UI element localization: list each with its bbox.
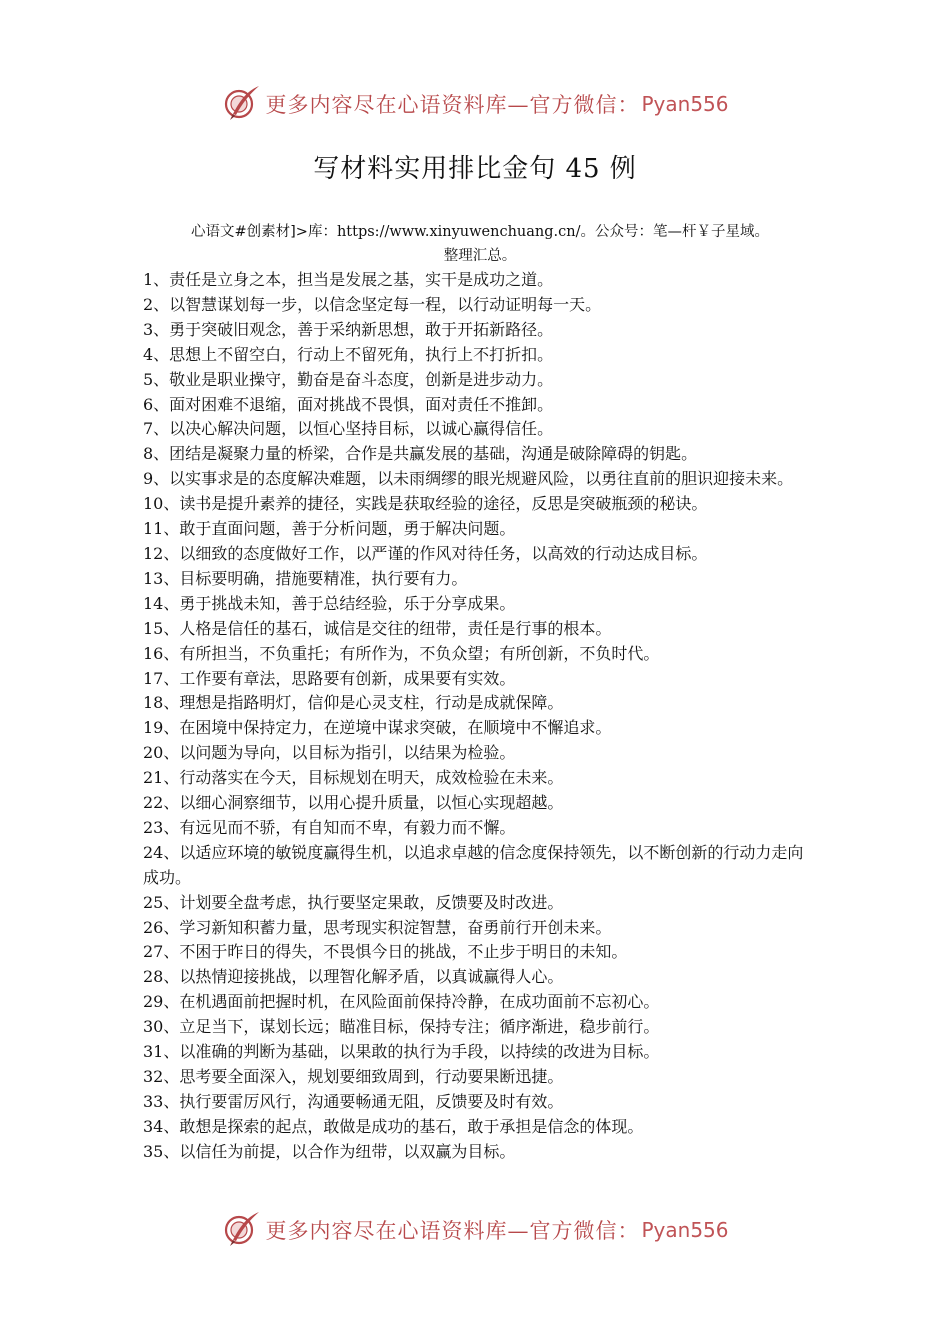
list-item: 31、以准确的判断为基础，以果敢的执行为手段，以持续的改进为目标。 [143, 1042, 660, 1062]
list-item: 20、以问题为导向，以目标为指引，以结果为检验。 [143, 743, 516, 763]
list-item: 11、敢于直面问题，善于分析问题，勇于解决问题。 [143, 519, 516, 539]
quill-pen-logo-icon [221, 84, 261, 124]
list-item: 16、有所担当，不负重托；有所作为，不负众望；有所创新，不负时代。 [143, 643, 660, 663]
list-item: 4、思想上不留空白，行动上不留死角，执行上不打折扣。 [143, 344, 554, 364]
list-item: 32、思考要全面深入，规划要细致周到，行动要果断迅捷。 [143, 1067, 564, 1086]
source-prefix: 心语文#创素材]>库： [191, 224, 337, 240]
banner-text: 更多内容尽在心语资料库—官方微信： [265, 93, 640, 117]
list-item: 28、以热情迎接挑战，以理智化解矛盾，以真诚赢得人心。 [143, 967, 564, 987]
list-item: 34、敢想是探索的起点，敢做是成功的基石，敢于承担是信念的体现。 [143, 1116, 644, 1136]
list-item: 3、勇于突破旧观念，善于采纳新思想，敢于开拓新路径。 [143, 319, 554, 339]
source-line2: 整理汇总。 [443, 248, 517, 264]
list-item: 14、勇于挑战未知，善于总结经验，乐于分享成果。 [143, 593, 516, 613]
list-item: 33、执行要雷厉风行，沟通要畅通无阻，反馈要及时有效。 [143, 1091, 564, 1111]
banner-wechat-id: Pyan556 [641, 1218, 729, 1242]
list-item: 8、团结是凝聚力量的桥梁，合作是共赢发展的基础，沟通是破除障碍的钥匙。 [143, 444, 698, 464]
list-item: 1、责任是立身之本，担当是发展之基，实干是成功之道。 [143, 270, 554, 289]
document-title: 写材料实用排比金句 45 例 [313, 154, 637, 184]
quill-pen-logo-icon [221, 1210, 261, 1250]
source-suffix: 。公众号：笔—杆￥子星域。 [580, 224, 769, 240]
list-item: 12、以细致的态度做好工作，以严谨的作风对待任务，以高效的行动达成目标。 [143, 543, 708, 563]
list-item: 27、不困于昨日的得失，不畏惧今日的挑战，不止步于明日的未知。 [143, 942, 628, 962]
list-item: 24、以适应环境的敏锐度赢得生机，以追求卓越的信念度保持领先，以不断创新的行动力走向成功。 [143, 842, 804, 887]
footer-banner [0, 1208, 950, 1252]
list-item: 15、人格是信任的基石，诚信是交往的纽带，责任是行事的根本。 [143, 618, 612, 638]
header-banner [0, 82, 950, 126]
list-item: 29、在机遇面前把握时机，在风险面前保持冷静，在成功面前不忘初心。 [143, 992, 660, 1012]
list-item: 6、面对困难不退缩，面对挑战不畏惧，面对责任不推卸。 [143, 394, 554, 414]
banner-text: 更多内容尽在心语资料库—官方微信： [265, 1219, 640, 1243]
list-item: 9、以实事求是的态度解决难题，以未雨绸缪的眼光规避风险，以勇往直前的胆识迎接未来。 [143, 469, 794, 489]
source-note [130, 220, 830, 268]
list-item: 17、工作要有章法，思路要有创新，成果要有实效。 [143, 668, 516, 688]
list-item: 22、以细心洞察细节，以用心提升质量，以恒心实现超越。 [143, 793, 564, 813]
sentence-list [143, 268, 809, 1165]
source-url[interactable]: https://www.xinyuwenchuang.cn/ [336, 224, 581, 240]
list-item: 13、目标要明确，措施要精准，执行要有力。 [143, 568, 468, 588]
list-item: 30、立足当下，谋划长远；瞄准目标，保持专注；循序渐进，稳步前行。 [143, 1017, 660, 1037]
list-item: 10、读书是提升素养的捷径，实践是获取经验的途径，反思是突破瓶颈的秘诀。 [143, 494, 708, 514]
list-item: 18、理想是指路明灯，信仰是心灵支柱，行动是成就保障。 [143, 693, 564, 713]
list-item: 21、行动落实在今天，目标规划在明天，成效检验在未来。 [143, 768, 564, 788]
list-item: 2、以智慧谋划每一步，以信念坚定每一程，以行动证明每一天。 [143, 294, 602, 314]
list-item: 35、以信任为前提，以合作为纽带，以双赢为目标。 [143, 1141, 516, 1161]
list-item: 19、在困境中保持定力，在逆境中谋求突破，在顺境中不懈追求。 [143, 718, 612, 738]
list-item: 7、以决心解决问题，以恒心坚持目标，以诚心赢得信任。 [143, 419, 554, 439]
list-item: 25、计划要全盘考虑，执行要坚定果敢，反馈要及时改进。 [143, 892, 564, 912]
banner-wechat-id: Pyan556 [641, 92, 729, 116]
list-item: 5、敬业是职业操守，勤奋是奋斗态度，创新是进步动力。 [143, 369, 554, 389]
list-item: 26、学习新知积蓄力量，思考现实积淀智慧，奋勇前行开创未来。 [143, 917, 612, 937]
list-item: 23、有远见而不骄，有自知而不卑，有毅力而不懈。 [143, 817, 516, 837]
